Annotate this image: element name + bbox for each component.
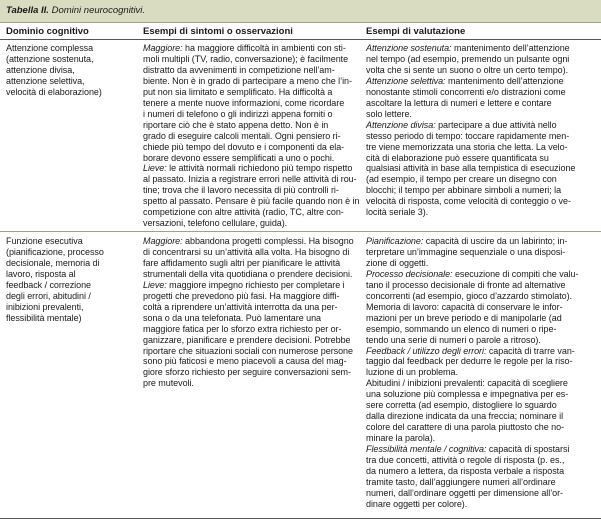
line-text: dalla direzione indicata da una freccia; nominare il [366, 411, 564, 422]
line-text: mantenimento dell’attenzione [451, 43, 570, 53]
line-label: Attenzione selettiva: [366, 75, 446, 86]
line-label: Attenzione sostenuta: [366, 43, 452, 53]
evaluation-line [366, 258, 596, 269]
line-text: giore sforzo richiesto per seguire conversazioni sem- [143, 367, 351, 378]
evaluation-line [366, 433, 596, 444]
line-text: maggiore impegno richiesto per completare i [166, 279, 345, 290]
domain-line: inibizioni prevalenti, [6, 301, 84, 312]
evaluation-line [366, 313, 596, 324]
evaluation-line [366, 389, 596, 400]
symptom-line [143, 335, 363, 346]
line-text: terpretare un’immagine sequenziale o una disposi- [366, 246, 566, 257]
line-text: solo lettere. [366, 108, 412, 119]
symptom-line [143, 43, 363, 54]
domain-line: attenzione selettiva, [6, 75, 85, 86]
symptom-line [143, 163, 363, 174]
line-text: i numeri di telefono o gli indirizzi appena forniti o [143, 108, 333, 119]
line-text: tine; trova che il lavoro necessita di più controlli ri- [143, 185, 339, 196]
line-text: tenere a mente nuove informazioni, come ricordare [143, 97, 345, 108]
line-text: distratto da avvenimenti in competizione nell’am- [143, 64, 335, 75]
evaluation-line [366, 76, 596, 87]
line-text: grado di eseguire calcoli mentali. Ogni pensiero ri- [143, 130, 341, 141]
line-text: moli multipli (TV, radio, conversazione); è facilmente [143, 53, 349, 64]
evaluation-line [366, 269, 596, 280]
symptom-line [143, 153, 363, 164]
evaluation-line [366, 131, 596, 142]
line-text: sono più faticosi e meno piacevoli a causa del mag- [143, 356, 347, 367]
evaluation-line [366, 444, 596, 455]
line-text: blocchi; il tempo per abbinare simboli a numeri; la [366, 185, 562, 196]
header-valutazione: Esempi di valutazione [366, 26, 466, 37]
evaluation-line [366, 280, 596, 291]
symptom-line [143, 65, 363, 76]
evaluation-line [366, 247, 596, 258]
line-text: ascoltare la lettura di numeri e lettere e contare [366, 97, 552, 108]
row-1-evaluation [366, 43, 596, 218]
evaluation-line [366, 378, 596, 389]
domain-line: Attenzione complessa [6, 43, 94, 53]
symptom-line [143, 174, 363, 185]
line-text: abbandona progetti complessi. Ha bisogno [182, 236, 354, 246]
domain-line: velocità di elaborazione) [6, 86, 102, 97]
line-text: capacità di spostarsi [486, 444, 570, 455]
domain-line: Funzione esecutiva [6, 236, 83, 246]
symptom-line [143, 87, 363, 98]
evaluation-line [366, 174, 596, 185]
row-2-symptoms [143, 236, 363, 389]
symptom-line [143, 269, 363, 280]
symptom-line [143, 120, 363, 131]
line-text: sere corretta (ad esempio, distogliere lo sguardo [366, 400, 557, 411]
symptom-line [143, 218, 363, 229]
line-label: Maggiore: [143, 236, 183, 246]
line-text: capacità di trarre van- [486, 345, 575, 356]
domain-line: (attenzione sostenuta, [6, 53, 94, 64]
line-text: chiede più tempo del dovuto e i componenti da ela- [143, 141, 345, 152]
evaluation-line [366, 411, 596, 422]
line-text: le attività normali richiedono più tempo rispetto [166, 163, 353, 174]
symptom-line [143, 291, 363, 302]
evaluation-line [366, 367, 596, 378]
table-title-bar [0, 0, 601, 23]
line-text: tramite tasto, dall’aggiungere numeri all’ordinare [366, 476, 556, 487]
line-text: biente. Non è in grado di partecipare a meno che l’in- [143, 75, 352, 86]
line-text: colore del carattere di una parola piuttosto che no- [366, 422, 565, 433]
line-text: Memoria di lavoro: capacità di conservare le infor- [366, 301, 563, 312]
evaluation-line [366, 87, 596, 98]
symptom-line [143, 236, 363, 247]
symptom-line [143, 367, 363, 378]
line-text: di concentrarsi su un’attività alla volta. Ha bisogno di [143, 246, 350, 257]
domain-line: feedback / correzione [6, 279, 91, 290]
domain-line: lavoro, risposta al [6, 268, 76, 279]
line-text: cità di elaborazione può essere quantificata su [366, 152, 549, 163]
evaluation-line [366, 477, 596, 488]
symptom-line [143, 109, 363, 120]
evaluation-line [366, 65, 596, 76]
line-text: tra due concetti, attività o regole di risposta (p. es., [366, 455, 565, 466]
line-text: esempio, sommando un elenco di numeri o ripe- [366, 323, 557, 334]
line-text: fare affidamento sugli altri per pianificare le attività [143, 257, 341, 268]
line-label: Processo decisionale: [366, 268, 453, 279]
evaluation-line [366, 466, 596, 477]
line-text: coltà a riprendere un’attività interrotta da una per- [143, 301, 338, 312]
symptom-line [143, 98, 363, 109]
line-text: minare la parola). [366, 433, 436, 444]
evaluation-line [366, 163, 596, 174]
evaluation-line [366, 196, 596, 207]
evaluation-line [366, 43, 596, 54]
line-text: tre viene memorizzata una storia che letta. La velo- [366, 141, 568, 152]
evaluation-line [366, 488, 596, 499]
symptom-line [143, 247, 363, 258]
symptom-line [143, 324, 363, 335]
row-2-domain [6, 236, 136, 324]
evaluation-line [366, 356, 596, 367]
symptom-line [143, 313, 363, 324]
line-text: esecuzione di compiti che valu- [452, 268, 579, 279]
line-text: stesso periodo di tempo: toccare rapidamente men- [366, 130, 570, 141]
line-text: numeri, dall’ordinare oggetti per dimensione all’or- [366, 487, 564, 498]
evaluation-line [366, 291, 596, 302]
line-text: progetti che prevedono più fasi. Ha maggiore diffi- [143, 290, 340, 301]
line-text: (ad esempio, il tempo per creare un disegno con [366, 174, 557, 185]
table-bottom-rule [0, 518, 601, 519]
line-label: Attenzione divisa: [366, 119, 436, 130]
line-text: dinare oggetti per colore). [366, 498, 468, 509]
line-text: riportare ciò che è stato appena detto. Non è in [143, 119, 329, 130]
line-text: locità seriale 3). [366, 207, 429, 218]
row-2-evaluation [366, 236, 596, 510]
evaluation-line [366, 422, 596, 433]
symptom-line [143, 76, 363, 87]
line-text: spetto al passato. Pensare è più facile quando non è in [143, 196, 360, 207]
symptom-line [143, 302, 363, 313]
line-text: ha maggiore difficoltà in ambienti con sti- [182, 43, 346, 53]
line-label: Feedback / utilizzo degli errori: [366, 345, 487, 356]
line-text: volta che si sente un suono o oltre un certo tempo). [366, 64, 569, 75]
domain-line: flessibilità mentale) [6, 312, 82, 323]
line-text: sona o da una telefonata. Può lamentare una [143, 312, 321, 323]
line-text: al passato. Inizia a registrare errori nelle attività di rou- [143, 174, 357, 185]
symptom-line [143, 280, 363, 291]
line-text: borare devono essere semplificati a uno o pochi. [143, 152, 335, 163]
line-text: qualsiasi attività in base alla tempistica di esecuzione [366, 163, 576, 174]
evaluation-line [366, 335, 596, 346]
line-label: Pianificazione: [366, 236, 424, 246]
evaluation-line [366, 98, 596, 109]
table-title-prefix: Tabella II. [6, 5, 49, 16]
domain-line: attenzione divisa, [6, 64, 75, 75]
symptom-line [143, 378, 363, 389]
evaluation-line [366, 142, 596, 153]
line-label: Maggiore: [143, 43, 183, 53]
symptom-line [143, 196, 363, 207]
evaluation-line [366, 499, 596, 510]
line-text: nonostante stimoli concorrenti e/o distrazioni come [366, 86, 566, 97]
line-text: mazioni per un breve periodo e di manipolarle (ad [366, 312, 562, 323]
symptom-line [143, 142, 363, 153]
line-text: una soluzione più complessa e impegnativa per es- [366, 389, 569, 400]
symptom-line [143, 54, 363, 65]
line-label: Lieve: [143, 163, 167, 174]
line-text: maggiore fatica per lo sforzo extra richiesto per or- [143, 323, 342, 334]
line-text: luzione di un problema. [366, 367, 458, 378]
line-text: tano il processo decisionale di fronte ad alternative [366, 279, 566, 290]
line-text: riportare che situazioni sociali con numerose persone [143, 345, 353, 356]
table-header-row [0, 23, 601, 40]
evaluation-line [366, 54, 596, 65]
evaluation-line [366, 302, 596, 313]
row-1-symptoms [143, 43, 363, 229]
line-text: da numero a lettera, da risposta verbale a risposta [366, 466, 565, 477]
symptom-line [143, 258, 363, 269]
row-separator [0, 231, 601, 232]
symptom-line [143, 207, 363, 218]
symptom-line [143, 185, 363, 196]
evaluation-line [366, 185, 596, 196]
symptom-line [143, 356, 363, 367]
evaluation-line [366, 400, 596, 411]
line-text: velocità di risposta, come velocità di conteggio o ve- [366, 196, 571, 207]
line-text: mantenimento dell’attenzione [445, 75, 564, 86]
domain-line: (pianificazione, processo [6, 246, 104, 257]
line-label: Flessibilità mentale / cognitiva: [366, 444, 487, 455]
evaluation-line [366, 455, 596, 466]
line-text: strumentali della vita quotidiana o prendere decisioni. [143, 268, 353, 279]
header-sintomi: Esempi di sintomi o osservazioni [143, 26, 293, 37]
evaluation-line [366, 120, 596, 131]
line-text: tendo una serie di numeri o parole a ritroso). [366, 334, 541, 345]
line-text: capacità di uscire da un labirinto; in- [423, 236, 568, 246]
line-text: pre mutevoli. [143, 378, 194, 389]
table-title [6, 5, 145, 17]
line-text: concorrenti (ad esempio, gioco d’azzardo stimolato). [366, 290, 573, 301]
evaluation-line [366, 153, 596, 164]
domain-line: degli errori, abitudini / [6, 290, 91, 301]
row-1-domain [6, 43, 136, 98]
line-text: put non sia limitato e semplificato. Ha difficoltà a [143, 86, 333, 97]
header-dominio: Dominio cognitivo [6, 26, 89, 37]
evaluation-line [366, 207, 596, 218]
line-text: ganizzare, pianificare e prendere decisioni. Potrebbe [143, 334, 351, 345]
evaluation-line [366, 324, 596, 335]
line-text: zione di oggetti. [366, 257, 429, 268]
table-title-text: Domini neurocognitivi. [48, 5, 146, 16]
line-text: taggio dal feedback per dedurre le regole per la riso- [366, 356, 573, 367]
line-text: partecipare a due attività nello [435, 119, 557, 130]
line-text: competizione con altre attività (radio, TC, altre con- [143, 207, 344, 218]
evaluation-line [366, 109, 596, 120]
symptom-line [143, 346, 363, 357]
line-label: Lieve: [143, 279, 167, 290]
domain-line: decisionale, memoria di [6, 257, 100, 268]
evaluation-line [366, 236, 596, 247]
line-text: Abitudini / inibizioni prevalenti: capacità di scegliere [366, 378, 568, 389]
line-text: nel tempo (ad esempio, premendo un pulsante ogni [366, 53, 570, 64]
line-text: versazioni, telefono cellulare, guida). [143, 218, 288, 229]
symptom-line [143, 131, 363, 142]
evaluation-line [366, 346, 596, 357]
